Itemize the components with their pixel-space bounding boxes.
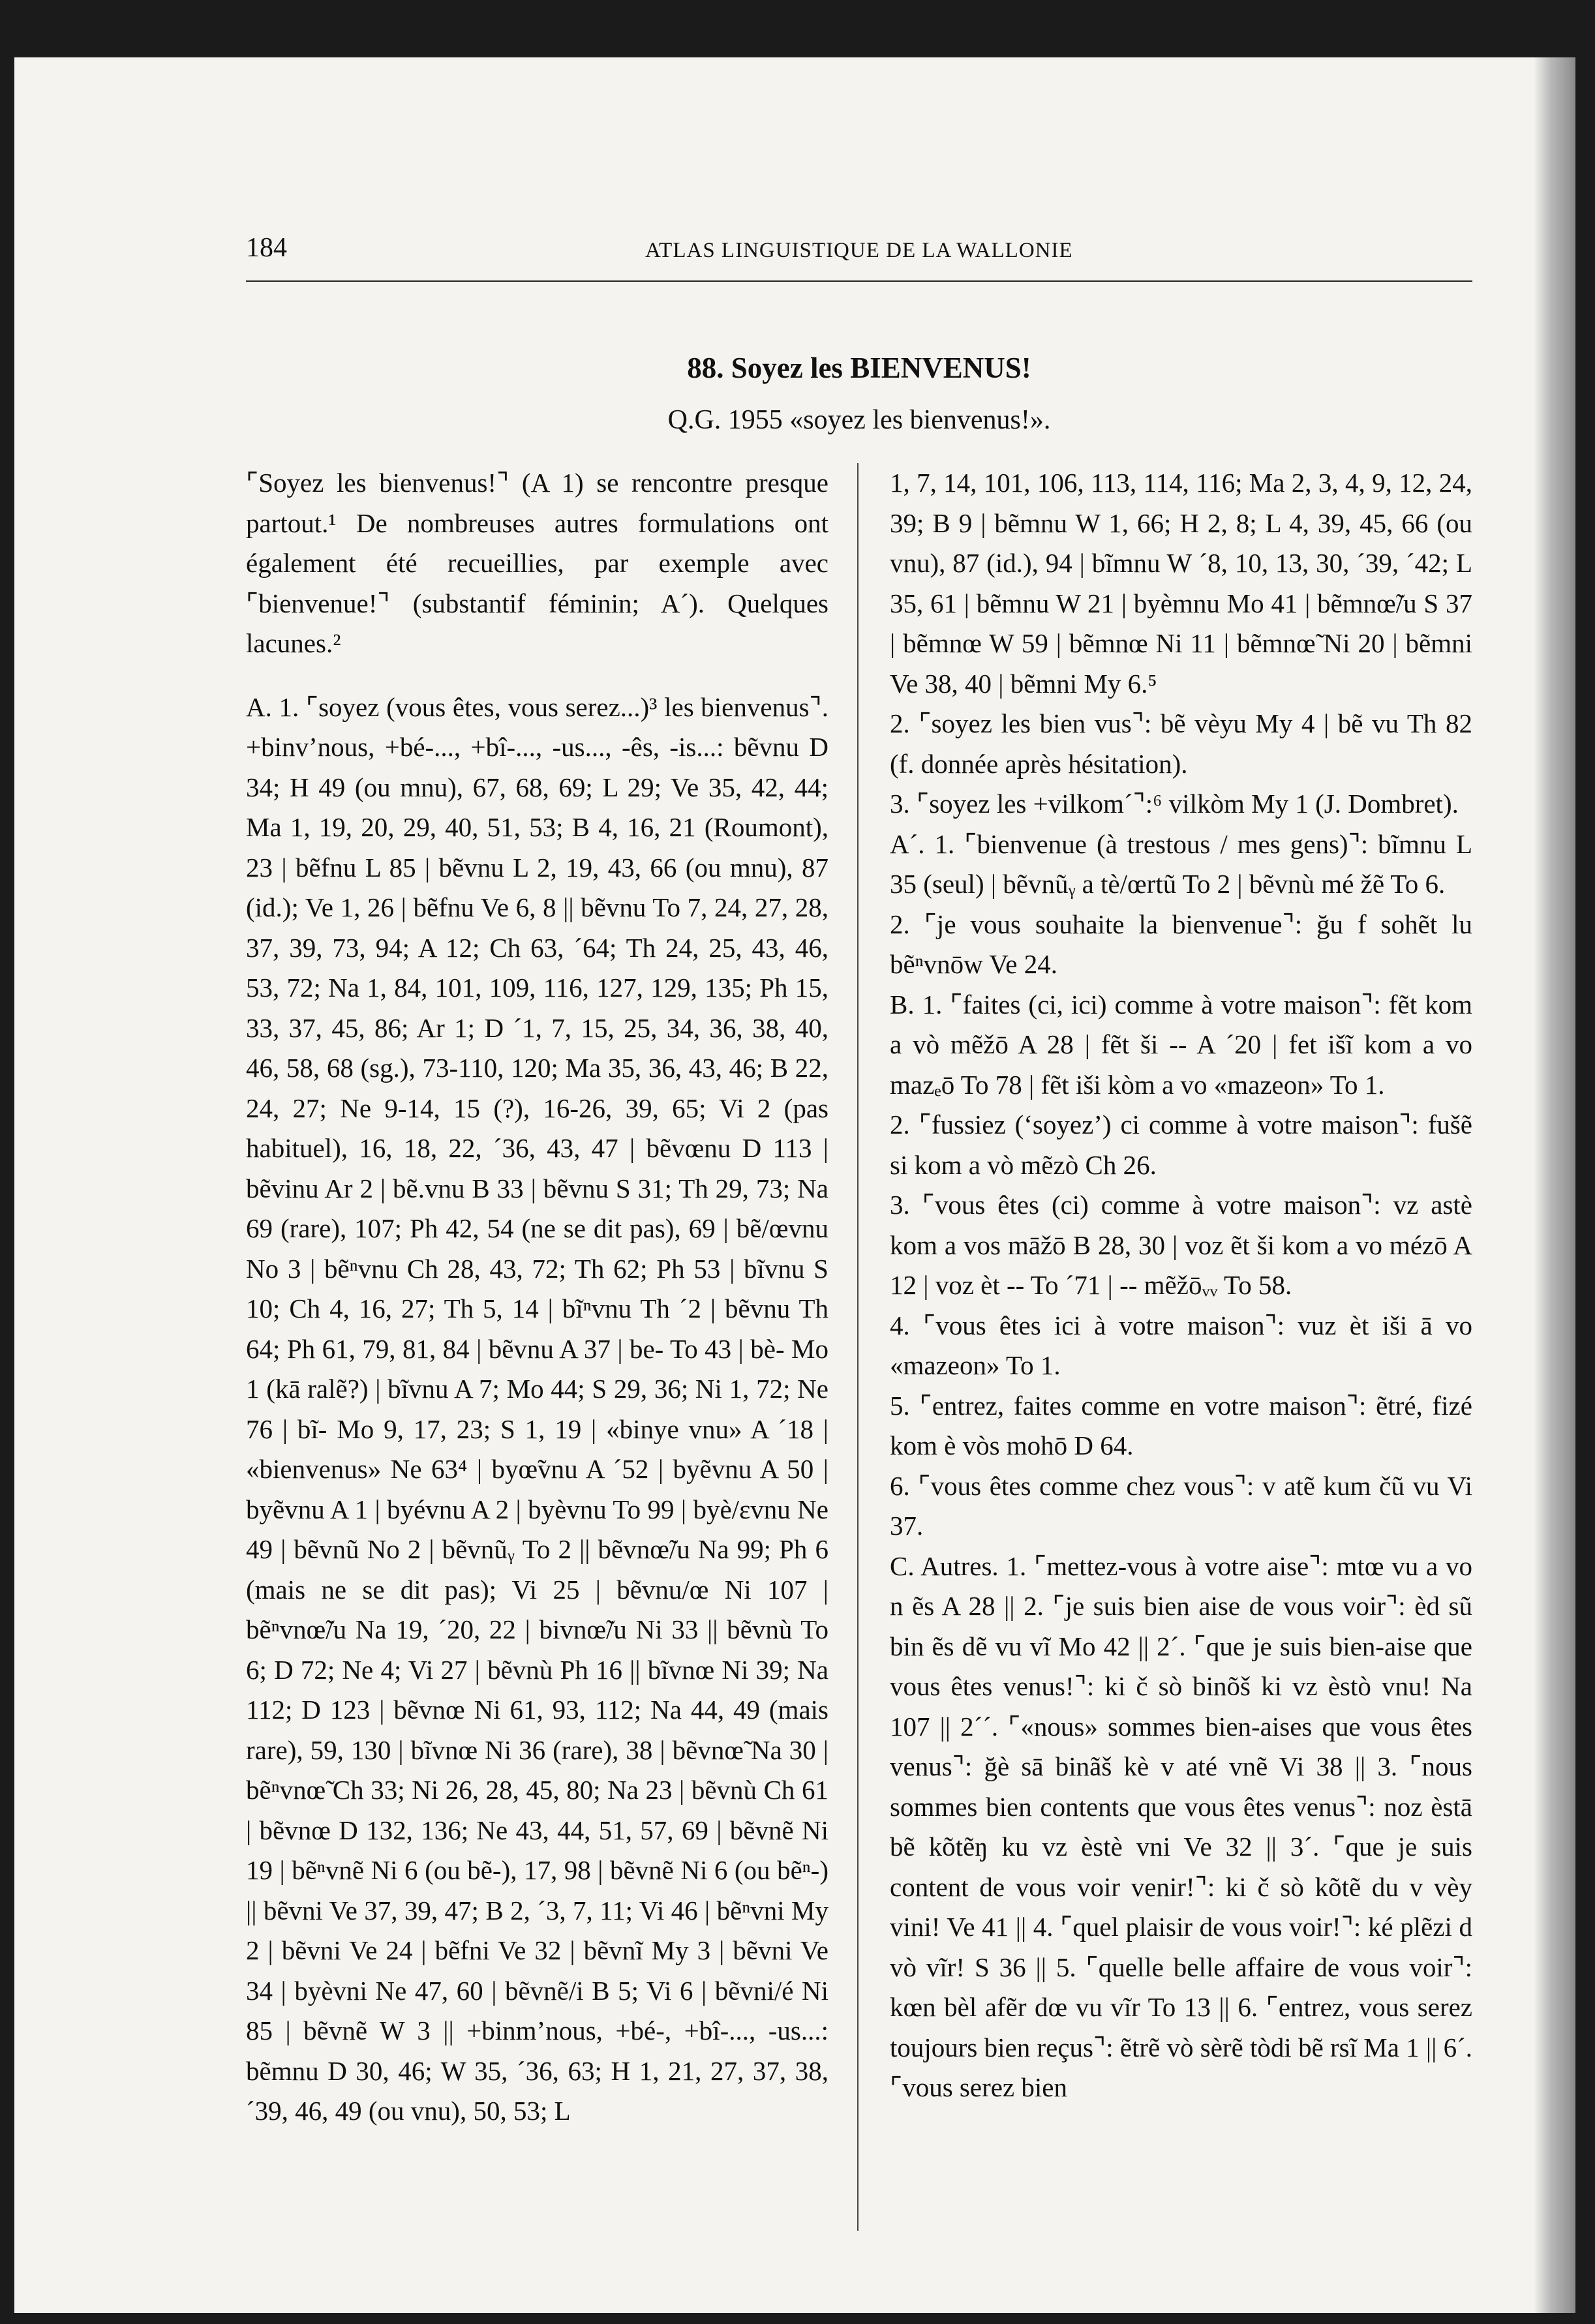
section-b6-paragraph: 6. ⌜vous êtes comme chez vous⌝: v atẽ kum čũ vu Vi 37. <box>890 1470 1472 1541</box>
section-c-paragraph: C. Autres. 1. ⌜mettez-vous à votre aise⌝: mtœ vu a vo n ẽs A 28 || 2. ⌜je suis bien aise de vous voir⌝: èd sũ bin ẽs dẽ vu vĩ Mo 42 || 2´. ⌜que je suis bien-aise que vous êtes venus!⌝: ki č sò binõš ki vz èstò vnu! Na 107 || 2´´. ⌜«nous» sommes bien-aises que vous êtes venus⌝: ğè sā binãš kè v até vnẽ Vi 38 || 3. ⌜nous sommes bien contents que vous êtes venus⌝: noz èstā bẽ kõtẽŋ ku vz èstè vni Ve 32 || 3´. ⌜que je suis content de vous voir venir!⌝: ki č sò kõtẽ du v vèy vini! Ve 41 || 4. ⌜quel plaisir de vous voir!⌝: ké plẽzi d vò vĩr! S 36 || 5. ⌜quelle belle affaire de vous voir⌝: kœn bèl afẽr dœ vu vĩr To 13 || 6. ⌜entrez, vous serez toujours bien reçus⌝: ẽtrẽ vò sèrẽ tòdi bẽ rsĩ Ma 1 || 6´. ⌜vous serez bien <box>890 1550 1472 2102</box>
intro-paragraph: ⌜Soyez les bienvenus!⌝ (A 1) se rencontre presque partout.¹ De nombreuses autres formulations ont également été recueillies, par exemple avec ⌜bienvenue!⌝ (substantif féminin; A´). Quelques lacunes.² <box>246 468 828 658</box>
section-b4-paragraph: 4. ⌜vous êtes ici à votre maison⌝: vuz èt iši ā vo «mazeon» To 1. <box>890 1310 1472 1380</box>
section-a3-paragraph: 3. ⌜soyez les +vilkom´⌝:⁶ vilkòm My 1 (J. Dombret). <box>890 789 1459 819</box>
continued-paragraph: 1, 7, 14, 101, 106, 113, 114, 116; Ma 2, 3, 4, 9, 12, 24, 39; B 9 | bẽmnu W 1, 66; H 2, 8; L 4, 39, 45, 66 (ou vnu), 87 (id.), 94 | bĩmnu W ´8, 10, 13, 30, ´39, ´42; L 35, 61 | bẽmnu W 21 | byèmnu Mo 41 | bẽmnœ̃/u S 37 | bẽmnœ W 59 | bẽmnœ Ni 11 | bẽmnœ̃ Ni 20 | bẽmni Ve 38, 40 | bẽmni My 6.⁵ <box>890 468 1472 699</box>
running-title: ATLAS LINGUISTIQUE DE LA WALLONIE <box>645 239 1073 262</box>
section-a-prime-1-paragraph: A´. 1. ⌜bienvenue (à trestous / mes gens)⌝: bĩmnu L 35 (seul) | bẽvnũᵧ a tè/œrtũ To 2 | bẽvnù mé žẽ To 6. <box>890 828 1472 899</box>
entry-title: 88. Soyez les BIENVENUS! <box>687 352 1031 384</box>
left-column <box>246 463 828 2250</box>
document-page <box>14 57 1575 2313</box>
page-header <box>246 227 1472 282</box>
section-b1-paragraph: B. 1. ⌜faites (ci, ici) comme à votre maison⌝: fẽt kom a vò mẽžō A 28 | fẽt ši -- A ´20 | fet išĩ kom a vo mazₑō To 78 | fẽt iši kòm a vo «mazeon» To 1. <box>890 989 1472 1100</box>
section-b3-paragraph: 3. ⌜vous êtes (ci) comme à votre maison⌝: vz astè kom a vos māžō B 28, 30 | voz ẽt ši kom a vo mézō A 12 | voz èt -- To ´71 | -- mẽžōᵥᵥ To 58. <box>890 1190 1472 1300</box>
section-a2-paragraph: 2. ⌜soyez les bien vus⌝: bẽ vèyu My 4 | bẽ vu Th 82 (f. donnée après hésitation). <box>890 708 1472 779</box>
section-b5-paragraph: 5. ⌜entrez, faites comme en votre maison⌝: ẽtré, fizé kom è vòs mohō D 64. <box>890 1390 1472 1460</box>
section-a1-paragraph: A. 1. ⌜soyez (vous êtes, vous serez...)³ les bienvenus⌝. +binv’nous, +bé-..., +bî-..., -us..., -ês, -is...: bẽvnu D 34; H 49 (ou mnu), 67, 68, 69; L 29; Ve 35, 42, 44; Ma 1, 19, 20, 29, 40, 51, 53; B 4, 16, 21 (Roumont), 23 | bẽfnu L 85 | bẽvnu L 2, 19, 43, 66 (ou mnu), 87 (id.); Ve 1, 26 | bẽfnu Ve 6, 8 || bẽvnu To 7, 24, 27, 28, 37, 39, 73, 94; A 12; Ch 63, ´64; Th 24, 25, 43, 46, 53, 72; Na 1, 84, 101, 109, 116, 127, 129, 135; Ph 15, 33, 37, 45, 86; Ar 1; D ´1, 7, 15, 25, 34, 36, 38, 40, 46, 58, 68 (sg.), 73-110, 120; Ma 35, 36, 43, 46; B 22, 24, 27; Ne 9-14, 15 (?), 16-26, 39, 65; Vi 2 (pas habituel), 16, 18, 22, ´36, 43, 47 | bẽvœnu D 113 | bẽvinu Ar 2 | bẽ.vnu B 33 | bẽvnu S 31; Th 29, 73; Na 69 (rare), 107; Ph 42, 54 (ne se dit pas), 69 | bẽ/œvnu No 3 | bẽⁿvnu Ch 28, 43, 72; Th 62; Ph 53 | bĩvnu S 10; Ch 4, 16, 27; Th 5, 14 | bĩⁿvnu Th ´2 | bẽvnu Th 64; Ph 61, 79, 81, 84 | bẽvnu A 37 | be- To 43 | bè- Mo 1 (kā ralẽ?) | bĩvnu A 7; Mo 44; S 29, 36; Ni 1, 72; Ne 76 | bĩ- Mo 9, 17, 23; S 1, 19 | «binye vnu» A ´18 | «bienvenus» Ne 63⁴ | byœ̃vnu A ´52 | byẽvnu A 50 | byẽvnu A 1 | byévnu A 2 | byèvnu To 99 | byè/ɛvnu Ne 49 | bẽvnũ No 2 | bẽvnũᵧ To 2 || bẽvnœ̃/u Na 99; Ph 6 (mais ne se dit pas); Vi 25 | bẽvnu/œ Ni 107 | bẽⁿvnœ̃/u Na 19, ´20, 22 | bivnœ̃/u Ni 33 || bẽvnù To 6; D 72; Ne 4; Vi 27 | bẽvnù Ph 16 || bĩvnœ Ni 39; Na 112; D 123 | bẽvnœ Ni 61, 93, 112; Na 44, 49 (mais rare), 59, 130 | bĩvnœ Ni 36 (rare), 38 | bẽvnœ̃ Na 30 | bẽⁿvnœ̃ Ch 33; Ni 26, 28, 45, 80; Na 23 | bẽvnù Ch 61 | bẽvnœ D 132, 136; Ne 43, 44, 51, 57, 69 | bẽvnẽ Ni 19 | bẽⁿvnẽ Ni 6 (ou bẽ-), 17, 98 | bẽvnẽ Ni 6 (ou bẽⁿ-) || bẽvni Ve 37, 39, 47; B 2, ´3, 7, 11; Vi 46 | bẽⁿvni My 2 | bẽvni Ve 24 | bẽfni Ve 32 | bẽvnĩ My 3 | bẽvni Ve 34 | byèvni Ne 47, 60 | bẽvnẽ/i B 5; Vi 6 | bẽvni/é Ni 85 | bẽvnẽ W 3 || +binm’nous, +bé-, +bî-..., -us...: bẽmnu D 30, 46; W 35, ´36, 63; H 1, 21, 27, 37, 38, ´39, 46, 49 (ou vnu), 50, 53; L <box>246 691 828 2126</box>
column-divider <box>857 463 858 2231</box>
page-number: 184 <box>246 233 287 263</box>
section-b2-paragraph: 2. ⌜fussiez (‘soyez’) ci comme à votre maison⌝: fušẽ si kom a vò mẽzò Ch 26. <box>890 1109 1472 1180</box>
entry-subtitle: Q.G. 1955 «soyez les bienvenus!». <box>667 405 1051 435</box>
right-column <box>890 463 1472 2250</box>
section-a-prime-2-paragraph: 2. ⌜je vous souhaite la bienvenue⌝: ğu f sohẽt lu bẽⁿvnōw Ve 24. <box>890 909 1472 979</box>
page-edge-shadow <box>1534 57 1575 2313</box>
